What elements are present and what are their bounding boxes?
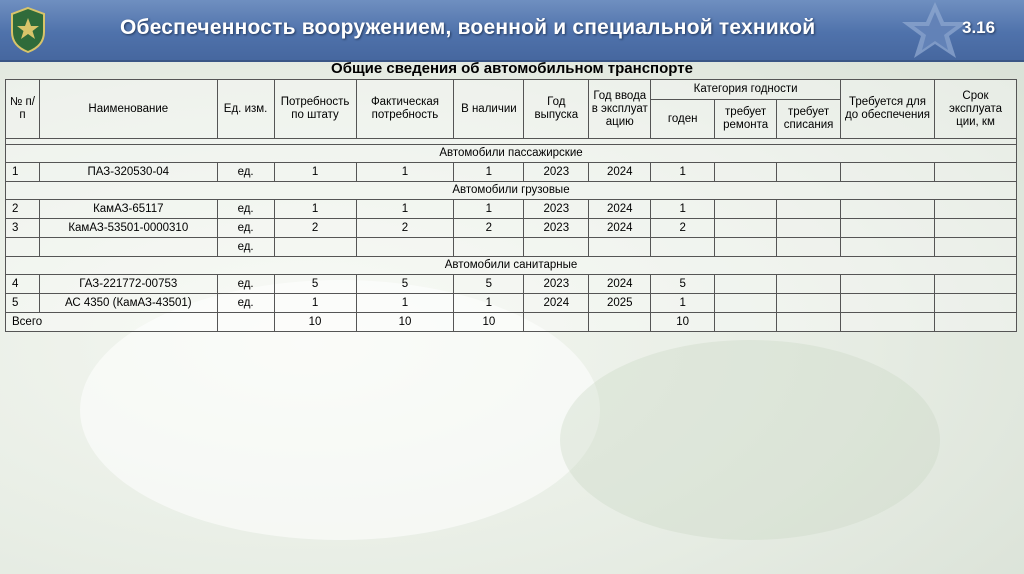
table-header-row — [6, 80, 1017, 100]
cell-writeoff — [777, 238, 841, 257]
cell-service-life — [934, 163, 1016, 182]
cell-repair — [715, 163, 777, 182]
table-row — [6, 275, 1017, 294]
section-sanitary: Автомобили санитарные — [6, 257, 1017, 275]
table-title: Общие сведения об автомобильном транспорте — [331, 60, 693, 77]
cell-required — [841, 238, 935, 257]
cell-need-staff: 1 — [274, 294, 356, 313]
cell-required — [841, 313, 935, 332]
military-emblem-icon — [8, 6, 48, 54]
col-header-need-staff: Потребность по штату — [274, 80, 356, 139]
cell-available: 2 — [454, 219, 524, 238]
page-title: Обеспеченность вооружением, военной и специальной техникой — [120, 16, 816, 39]
cell-name — [39, 238, 217, 257]
cell-name: КамАЗ-53501-0000310 — [39, 219, 217, 238]
cell-year-service — [589, 313, 651, 332]
col-header-category: Категория годности — [651, 80, 841, 100]
cell-fit: 1 — [651, 294, 715, 313]
total-available: 10 — [454, 313, 524, 332]
cell-need-staff: 1 — [274, 200, 356, 219]
background-decoration — [560, 340, 940, 540]
cell-num: 2 — [6, 200, 40, 219]
total-fit: 10 — [651, 313, 715, 332]
cell-service-life — [934, 219, 1016, 238]
col-header-num: № п/п — [6, 80, 40, 139]
col-header-year-service: Год ввода в эксплуат ацию — [589, 80, 651, 139]
cell-repair — [715, 238, 777, 257]
cell-required — [841, 219, 935, 238]
table-row — [6, 238, 1017, 257]
cell-year-service: 2024 — [589, 275, 651, 294]
cell-writeoff — [777, 200, 841, 219]
cell-unit — [217, 313, 274, 332]
cell-repair — [715, 200, 777, 219]
vehicles-table — [5, 79, 1017, 332]
cell-writeoff — [777, 294, 841, 313]
cell-service-life — [934, 294, 1016, 313]
cell-year-made: 2023 — [524, 275, 589, 294]
cell-year-service: 2024 — [589, 219, 651, 238]
col-header-cat-fit: годен — [651, 100, 715, 139]
cell-need-actual: 2 — [356, 219, 454, 238]
col-header-need-actual: Фактическая потребность — [356, 80, 454, 139]
cell-num — [6, 238, 40, 257]
cell-unit: ед. — [217, 294, 274, 313]
cell-fit: 5 — [651, 275, 715, 294]
cell-year-made — [524, 313, 589, 332]
total-row — [6, 313, 1017, 332]
cell-need-actual: 1 — [356, 200, 454, 219]
cell-need-actual: 1 — [356, 294, 454, 313]
col-header-required: Требуется для до обеспечения — [841, 80, 935, 139]
col-header-name: Наименование — [39, 80, 217, 139]
cell-repair — [715, 275, 777, 294]
cell-num: 1 — [6, 163, 40, 182]
slide-number: 3.16 — [962, 18, 996, 37]
cell-name: КамАЗ-65117 — [39, 200, 217, 219]
section-row — [6, 145, 1017, 163]
cell-year-made — [524, 238, 589, 257]
cell-name: ГАЗ-221772-00753 — [39, 275, 217, 294]
section-row — [6, 257, 1017, 275]
col-header-year-made: Год выпуска — [524, 80, 589, 139]
col-header-cat-writeoff: требует списания — [777, 100, 841, 139]
cell-required — [841, 294, 935, 313]
cell-writeoff — [777, 313, 841, 332]
cell-unit: ед. — [217, 200, 274, 219]
slide-header — [0, 0, 1024, 62]
cell-num: 3 — [6, 219, 40, 238]
cell-writeoff — [777, 219, 841, 238]
cell-service-life — [934, 200, 1016, 219]
cell-service-life — [934, 238, 1016, 257]
col-header-service-life: Срок эксплуата ции, км — [934, 80, 1016, 139]
table-row — [6, 294, 1017, 313]
cell-num: 4 — [6, 275, 40, 294]
cell-need-staff: 5 — [274, 275, 356, 294]
cell-year-service — [589, 238, 651, 257]
cell-available: 1 — [454, 200, 524, 219]
total-need-staff: 10 — [274, 313, 356, 332]
cell-num: 5 — [6, 294, 40, 313]
cell-need-staff: 1 — [274, 163, 356, 182]
cell-fit — [651, 238, 715, 257]
cell-name: ПАЗ-320530-04 — [39, 163, 217, 182]
cell-fit: 1 — [651, 163, 715, 182]
cell-need-actual: 5 — [356, 275, 454, 294]
cell-required — [841, 163, 935, 182]
cell-writeoff — [777, 275, 841, 294]
cell-available: 1 — [454, 163, 524, 182]
cell-unit: ед. — [217, 219, 274, 238]
cell-service-life — [934, 313, 1016, 332]
total-label: Всего — [6, 313, 218, 332]
cell-year-made: 2024 — [524, 294, 589, 313]
cell-year-service: 2024 — [589, 200, 651, 219]
cell-repair — [715, 313, 777, 332]
table-row — [6, 219, 1017, 238]
table-row — [6, 163, 1017, 182]
cell-service-life — [934, 275, 1016, 294]
cell-required — [841, 275, 935, 294]
cell-fit: 1 — [651, 200, 715, 219]
cell-repair — [715, 294, 777, 313]
total-need-actual: 10 — [356, 313, 454, 332]
col-header-available: В наличии — [454, 80, 524, 139]
cell-repair — [715, 219, 777, 238]
cell-year-made: 2023 — [524, 163, 589, 182]
cell-fit: 2 — [651, 219, 715, 238]
cell-unit: ед. — [217, 275, 274, 294]
cell-year-made: 2023 — [524, 219, 589, 238]
cell-name: АС 4350 (КамАЗ-43501) — [39, 294, 217, 313]
cell-year-made: 2023 — [524, 200, 589, 219]
cell-need-staff — [274, 238, 356, 257]
section-cargo: Автомобили грузовые — [6, 182, 1017, 200]
cell-year-service: 2025 — [589, 294, 651, 313]
cell-year-service: 2024 — [589, 163, 651, 182]
table-row — [6, 200, 1017, 219]
cell-available: 5 — [454, 275, 524, 294]
section-passenger: Автомобили пассажирские — [6, 145, 1017, 163]
col-header-cat-repair: требует ремонта — [715, 100, 777, 139]
cell-unit: ед. — [217, 238, 274, 257]
cell-unit: ед. — [217, 163, 274, 182]
cell-need-actual: 1 — [356, 163, 454, 182]
col-header-unit: Ед. изм. — [217, 80, 274, 139]
cell-need-staff: 2 — [274, 219, 356, 238]
section-row — [6, 182, 1017, 200]
cell-writeoff — [777, 163, 841, 182]
cell-available: 1 — [454, 294, 524, 313]
cell-required — [841, 200, 935, 219]
star-icon — [900, 0, 970, 60]
cell-available — [454, 238, 524, 257]
cell-need-actual — [356, 238, 454, 257]
